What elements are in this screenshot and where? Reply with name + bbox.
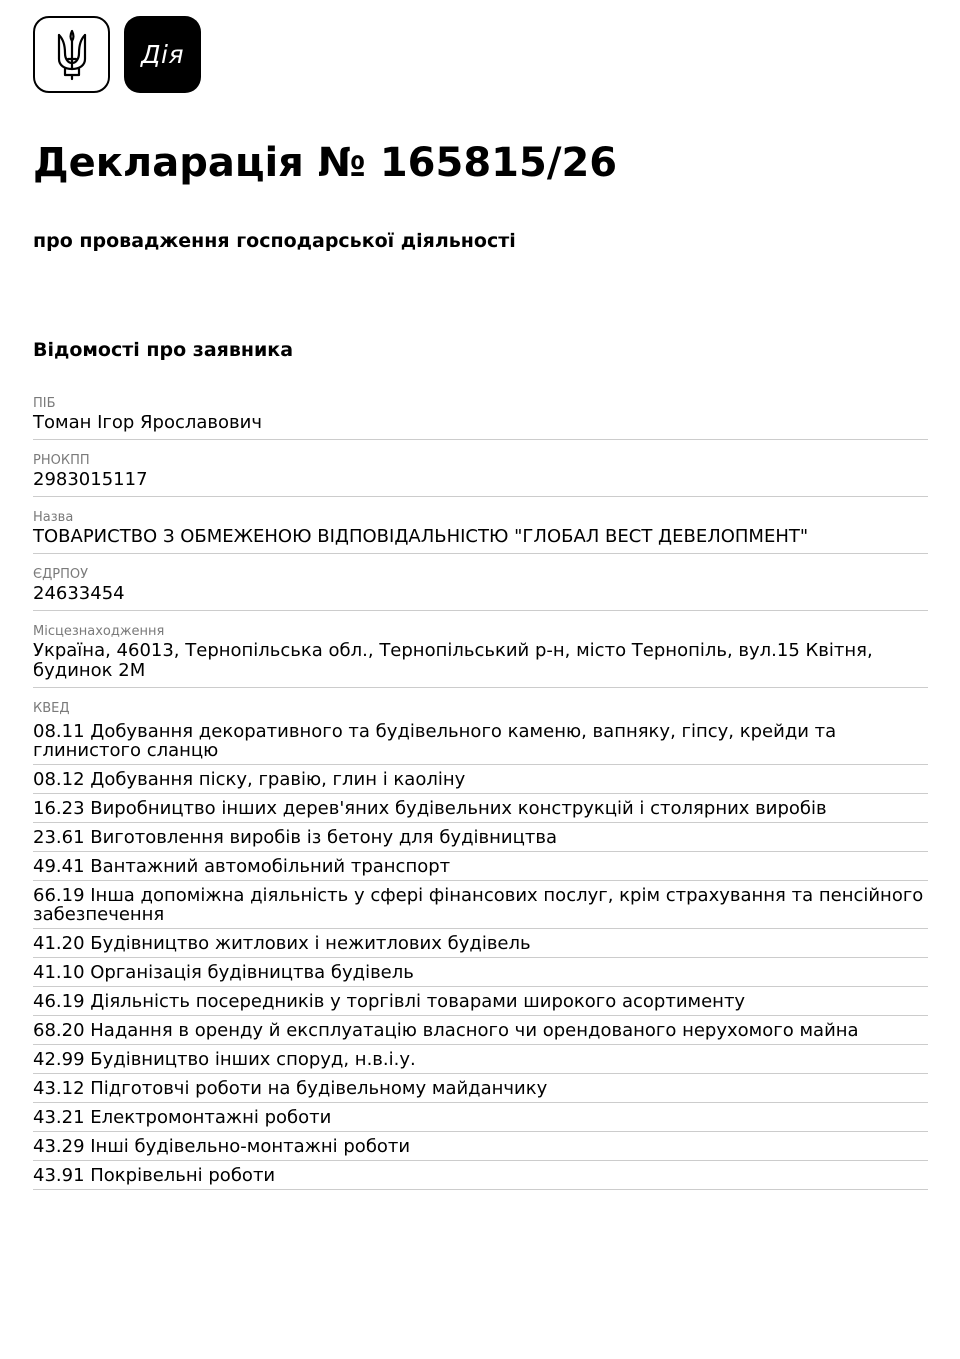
field-label: РНОКПП — [33, 453, 90, 468]
kved-item: 23.61 Виготовлення виробів із бетону для будівництва — [33, 823, 928, 852]
kved-item: 16.23 Виробництво інших дерев'яних будівельних конструкцій і столярних виробів — [33, 794, 928, 823]
trident-icon — [55, 29, 89, 81]
kved-item: 41.20 Будівництво житлових і нежитлових будівель — [33, 929, 928, 958]
kved-item: 42.99 Будівництво інших споруд, н.в.і.у. — [33, 1045, 928, 1074]
field-value: 2983015117 — [33, 469, 148, 490]
field-edrpou — [33, 563, 928, 611]
kved-item: 43.21 Електромонтажні роботи — [33, 1103, 928, 1132]
field-full-name — [33, 392, 928, 440]
field-value: Томан Ігор Ярославович — [33, 412, 262, 433]
page-subtitle: про провадження господарської діяльності — [33, 230, 516, 252]
field-value: 24633454 — [33, 583, 125, 604]
trident-logo — [33, 16, 110, 93]
field-label: ЄДРПОУ — [33, 567, 89, 582]
page-title: Декларація № 165815/26 — [33, 140, 618, 186]
kved-label: КВЕД — [33, 701, 70, 716]
field-value: ТОВАРИСТВО З ОБМЕЖЕНОЮ ВІДПОВІДАЛЬНІСТЮ "ГЛОБАЛ ВЕСТ ДЕВЕЛОПМЕНТ" — [33, 526, 809, 547]
field-location — [33, 620, 928, 688]
logo-bar — [33, 16, 928, 93]
kved-item: 43.29 Інші будівельно-монтажні роботи — [33, 1132, 928, 1161]
field-label: Місцезнаходження — [33, 624, 165, 639]
field-tax-number — [33, 449, 928, 497]
kved-item: 66.19 Інша допоміжна діяльність у сфері фінансових послуг, крім страхування та пенсійного забезпечення — [33, 881, 928, 929]
kved-item: 43.12 Підготовчі роботи на будівельному майданчику — [33, 1074, 928, 1103]
kved-item: 08.11 Добування декоративного та будівельного каменю, вапняку, гіпсу, крейди та глинистого сланцю — [33, 717, 928, 765]
section-title-applicant: Відомості про заявника — [33, 339, 294, 361]
kved-item: 08.12 Добування піску, гравію, глин і каоліну — [33, 765, 928, 794]
kved-item: 49.41 Вантажний автомобільний транспорт — [33, 852, 928, 881]
kved-item: 46.19 Діяльність посередників у торгівлі товарами широкого асортименту — [33, 987, 928, 1016]
field-label: Назва — [33, 510, 74, 525]
kved-list — [33, 697, 928, 1190]
applicant-fields — [33, 392, 928, 1190]
kved-item: 68.20 Надання в оренду й експлуатацію власного чи орендованого нерухомого майна — [33, 1016, 928, 1045]
field-company-name — [33, 506, 928, 554]
field-value: Україна, 46013, Тернопільська обл., Тернопільський р-н, місто Тернопіль, вул.15 Квітня, будинок 2М — [33, 640, 873, 681]
diia-logo — [124, 16, 201, 93]
declaration-page — [33, 16, 928, 1186]
kved-item: 41.10 Організація будівництва будівель — [33, 958, 928, 987]
diia-logo-text: Дія — [140, 40, 185, 69]
kved-item: 43.91 Покрівельні роботи — [33, 1161, 928, 1190]
field-label: ПІБ — [33, 396, 56, 411]
